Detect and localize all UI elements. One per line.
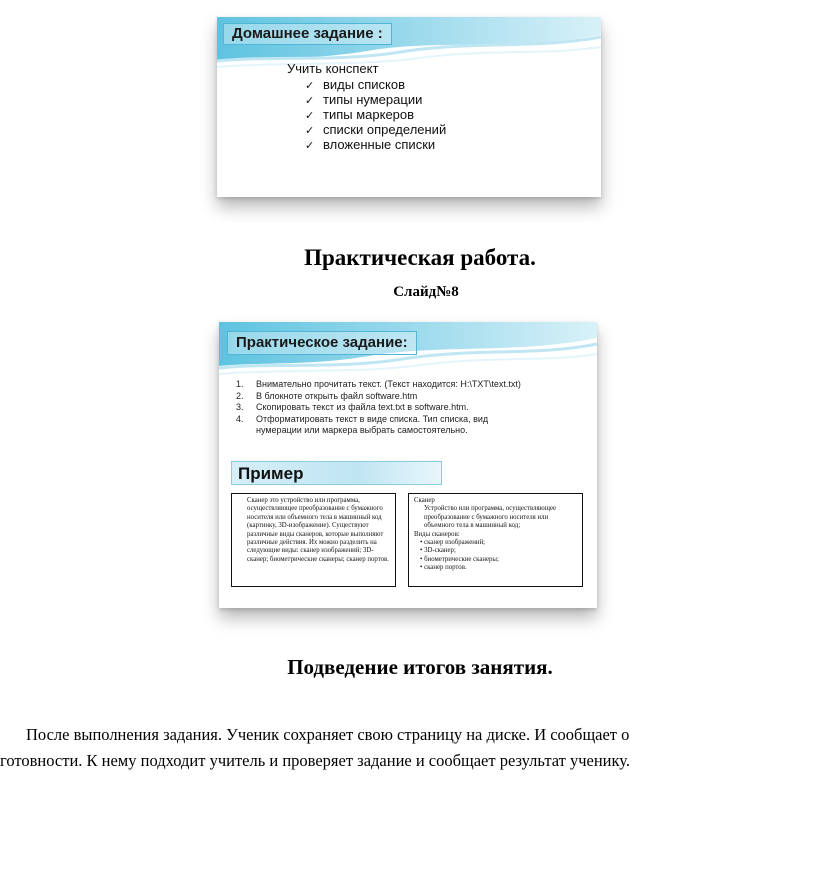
task-text: Скопировать текст из файла text.txt в software.htm. xyxy=(256,402,469,412)
list-item-text: сканер портов. xyxy=(424,564,467,572)
task-number: 3. xyxy=(236,402,244,412)
example-kinds-label: Виды сканеров: xyxy=(414,530,460,538)
list-item-text: виды списков xyxy=(323,77,405,92)
task-number: 2. xyxy=(236,390,244,401)
summary-title: Подведение итогов занятия. xyxy=(287,655,553,679)
list-item-text: биометрические сканеры; xyxy=(424,555,499,563)
list-item xyxy=(305,77,446,92)
closing-line-1: После выполнения задания. Ученик сохраняет свою страницу на диске. И сообщает о xyxy=(26,725,630,744)
list-item-text: 3D-сканер; xyxy=(424,547,456,555)
check-icon: ✓ xyxy=(305,110,315,122)
practice-slide xyxy=(219,322,597,608)
list-item xyxy=(305,122,446,137)
list-item-text: списки определений xyxy=(323,122,447,137)
practice-slide-title: Практическое задание: xyxy=(227,331,417,355)
list-item xyxy=(305,137,446,152)
list-item: • сканер изображений; xyxy=(420,539,486,547)
list-item-text: сканер изображений; xyxy=(424,539,486,547)
list-item: • биометрические сканеры; xyxy=(420,555,499,563)
example-box-plain xyxy=(231,493,396,587)
list-item-text: вложенные списки xyxy=(323,137,436,152)
check-icon: ✓ xyxy=(305,140,315,152)
list-item-text: типы маркеров xyxy=(323,107,415,122)
homework-heading: Учить конспект xyxy=(287,61,379,76)
task-text: В блокноте открыть файл software.htm xyxy=(256,390,418,401)
homework-slide-title: Домашнее задание : xyxy=(223,23,392,45)
list-item xyxy=(236,379,536,391)
check-icon: ✓ xyxy=(305,80,315,92)
example-term: Сканер xyxy=(414,497,435,504)
task-list xyxy=(236,379,536,437)
list-item: • 3D-сканер; xyxy=(420,547,456,555)
closing-paragraph xyxy=(0,722,816,774)
example-title: Пример xyxy=(231,461,442,485)
list-item-text: типы нумерации xyxy=(323,92,423,107)
list-item xyxy=(236,414,536,437)
list-item xyxy=(305,92,446,107)
closing-line-2: готовности. К нему подходит учитель и проверяет задание и сообщает результат ученику. xyxy=(0,751,630,770)
homework-list xyxy=(305,77,446,152)
list-item xyxy=(236,402,536,414)
check-icon: ✓ xyxy=(305,125,315,137)
example-plain-text: Сканер это устройство или программа, осуществляющее преобразование с бумажного носителя или объемного тела в машинный код (картинку, 3D-изображение). Существуют различные виды сканеров, которые выполняют различные действия. Их можно разделить на следующие виды: сканер изображений; 3D-сканер; биометрические сканеры; сканер портов. xyxy=(247,497,389,563)
slide-number: Слайд№8 xyxy=(393,284,459,300)
example-box-list xyxy=(408,493,583,587)
task-number: 4. xyxy=(236,413,244,424)
list-item xyxy=(236,391,536,403)
list-item xyxy=(305,107,446,122)
check-icon: ✓ xyxy=(305,95,315,107)
task-number: 1. xyxy=(236,379,244,389)
task-text: Отформатировать текст в виде списка. Тип списка, вид нумерации или маркера выбрать самостоятельно. xyxy=(256,413,489,435)
task-text: Внимательно прочитать текст. (Текст находится: H:\TXT\text.txt) xyxy=(256,379,521,389)
practice-title: Практическая работа. xyxy=(304,245,536,270)
example-definition: Устройство или программа, осуществляющее преобразование с бумажного носителя или объемного тела в машинный код; xyxy=(424,505,557,530)
homework-slide xyxy=(217,17,601,197)
list-item: • сканер портов. xyxy=(420,564,467,572)
